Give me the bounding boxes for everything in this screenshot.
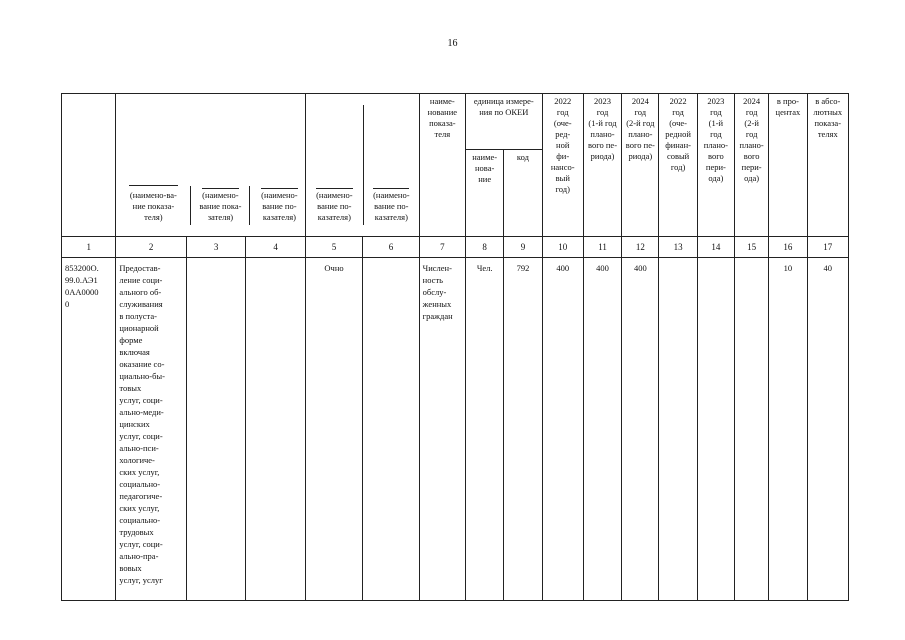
column-number: 8: [466, 237, 504, 258]
registry-number: 853200О. 99.0.АЭ1 0АА0000 0: [62, 258, 116, 601]
service-content: Предостав- ление соци- ального об- служивания в полуста- ционарной форме включая оказание со- циально-бы- товых услуг, соци- ально-меди- цинских услуг, соци- ально-пси- хологиче- ских услуг, социально- педагогиче- ских услуг, социально- трудовых услуг, соци- ально-пра- вовых услуг, услуг: [116, 258, 187, 601]
empty-cell: [246, 258, 305, 601]
header-year-col: 2022 год (оче- ред- ной фи- нансо- вый год): [542, 94, 583, 237]
header-sub-label: (наимено- вание по- казателя): [316, 190, 353, 222]
column-number: 15: [735, 237, 769, 258]
header-sub-label: (наимено- вание пока- зателя): [190, 186, 249, 225]
header-year-col: 2023 год (1-й год плано- вого пери- ода): [697, 94, 734, 237]
unit-code: 792: [504, 258, 542, 601]
column-number: 10: [542, 237, 583, 258]
table-row: [62, 258, 849, 601]
header-absolute: в абсо- лютных показа- телях: [807, 94, 848, 237]
header-cell-registry: [62, 94, 116, 237]
column-number: 17: [807, 237, 848, 258]
column-number: 1: [62, 237, 116, 258]
page-number: 16: [447, 38, 458, 49]
fee-2024: [735, 258, 769, 601]
header-sub-label: (наимено- вание по- казателя): [363, 105, 419, 225]
header-sub-label: (наимено- вание по- казателя): [249, 186, 305, 225]
column-number: 12: [622, 237, 659, 258]
column-number: 14: [697, 237, 734, 258]
value-2024: 400: [622, 258, 659, 601]
service-form: Очно: [305, 258, 362, 601]
fee-2022: [659, 258, 697, 601]
header-okei-unit: единица измере- ния по ОКЕИ: [466, 94, 543, 150]
header-percent: в про- центах: [769, 94, 807, 237]
header-okei-name: наиме- нова- ние: [466, 150, 504, 237]
column-number: 6: [363, 237, 419, 258]
empty-cell: [186, 258, 245, 601]
column-number: 9: [504, 237, 542, 258]
column-number: 3: [186, 237, 245, 258]
unit-name: Чел.: [466, 258, 504, 601]
empty-cell: [363, 258, 419, 601]
header-group-content: [116, 94, 305, 237]
value-2022: 400: [542, 258, 583, 601]
header-group-conditions: [305, 94, 419, 237]
deviation-percent: 10: [769, 258, 807, 601]
header-year-col: 2022 год (оче- редной финан- совый год): [659, 94, 697, 237]
column-number: 13: [659, 237, 697, 258]
header-year-col: 2024 год (2-й год плано- вого пери- ода): [735, 94, 769, 237]
column-number: 2: [116, 237, 187, 258]
indicator-name: Числен- ность обслу- женных граждан: [419, 258, 465, 601]
deviation-absolute: 40: [807, 258, 848, 601]
column-number: 4: [246, 237, 305, 258]
value-2023: 400: [583, 258, 621, 601]
header-indicator-name: наиме- нование показа- теля: [419, 94, 465, 237]
column-number: 7: [419, 237, 465, 258]
column-number: 5: [305, 237, 362, 258]
state-task-table: [61, 93, 849, 601]
column-number: 16: [769, 237, 807, 258]
header-year-col: 2023 год (1-й год плано- вого пе- риода): [583, 94, 621, 237]
fee-2023: [697, 258, 734, 601]
column-number: 11: [583, 237, 621, 258]
header-year-col: 2024 год (2-й год плано- вого пе- риода): [622, 94, 659, 237]
column-number-row: [62, 237, 849, 258]
header-okei-code: код: [504, 150, 542, 237]
header-sub-label: (наимено-ва- ние показа- теля): [116, 177, 190, 225]
